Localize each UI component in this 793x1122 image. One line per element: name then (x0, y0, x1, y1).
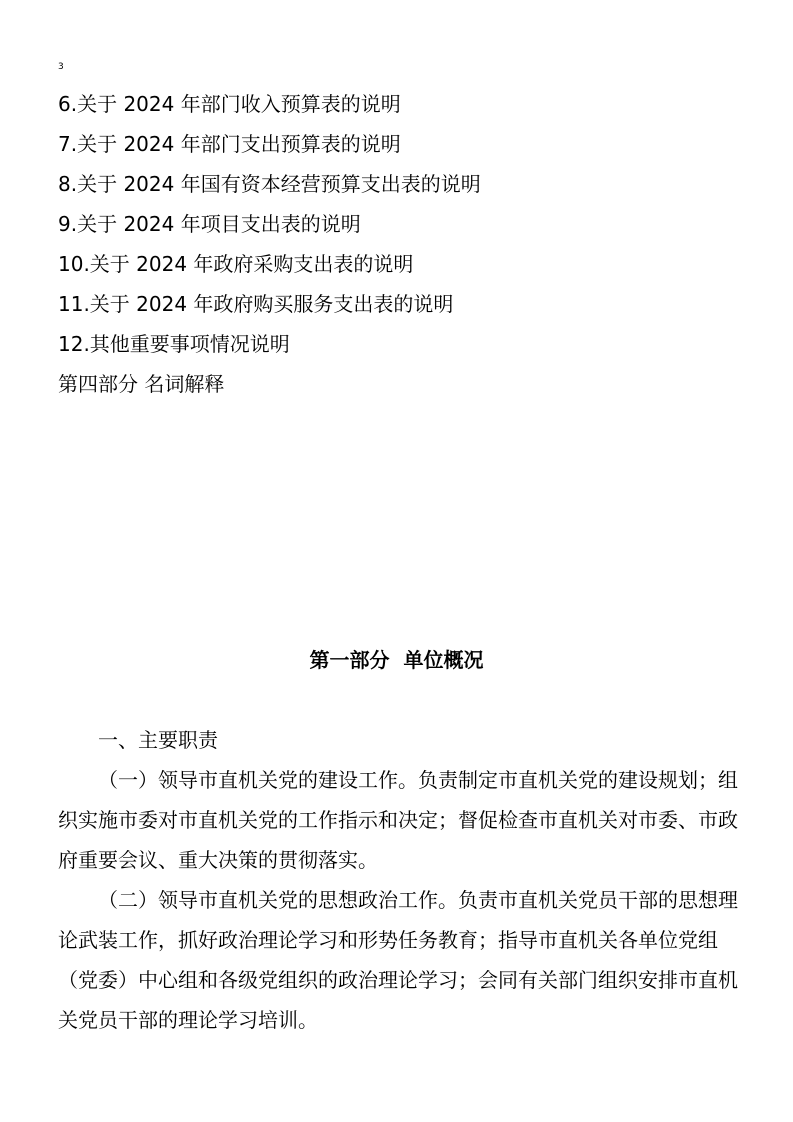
paragraph: （二）领导市直机关党的思想政治工作。负责市直机关党员干部的思想理论武装工作，抓好政治理论学习和形势任务教育；指导市直机关各单位党组（党委）中心组和各级党组织的政治理论学习；会同有关部门组织安排市直机关党员干部的理论学习培训。 (58, 888, 738, 1032)
toc-item: 12.其他重要事项情况说明 (58, 332, 290, 356)
table-of-contents (58, 84, 481, 404)
toc-item: 11.关于 2024 年政府购买服务支出表的说明 (58, 292, 454, 316)
toc-item: 8.关于 2024 年国有资本经营预算支出表的说明 (58, 172, 481, 196)
toc-item: 7.关于 2024 年部门支出预算表的说明 (58, 132, 401, 156)
page-number: 3 (58, 62, 64, 72)
toc-item: 9.关于 2024 年项目支出表的说明 (58, 212, 361, 236)
toc-item: 6.关于 2024 年部门收入预算表的说明 (58, 92, 401, 116)
section-title: 第一部分 单位概况 (309, 648, 484, 672)
toc-item: 第四部分 名词解释 (58, 372, 225, 396)
section-heading: 一、主要职责 (98, 728, 218, 752)
toc-item: 10.关于 2024 年政府采购支出表的说明 (58, 252, 414, 276)
paragraph: （一）领导市直机关党的建设工作。负责制定市直机关党的建设规划；组织实施市委对市直机关党的工作指示和决定；督促检查市直机关对市委、市政府重要会议、重大决策的贯彻落实。 (58, 768, 738, 872)
